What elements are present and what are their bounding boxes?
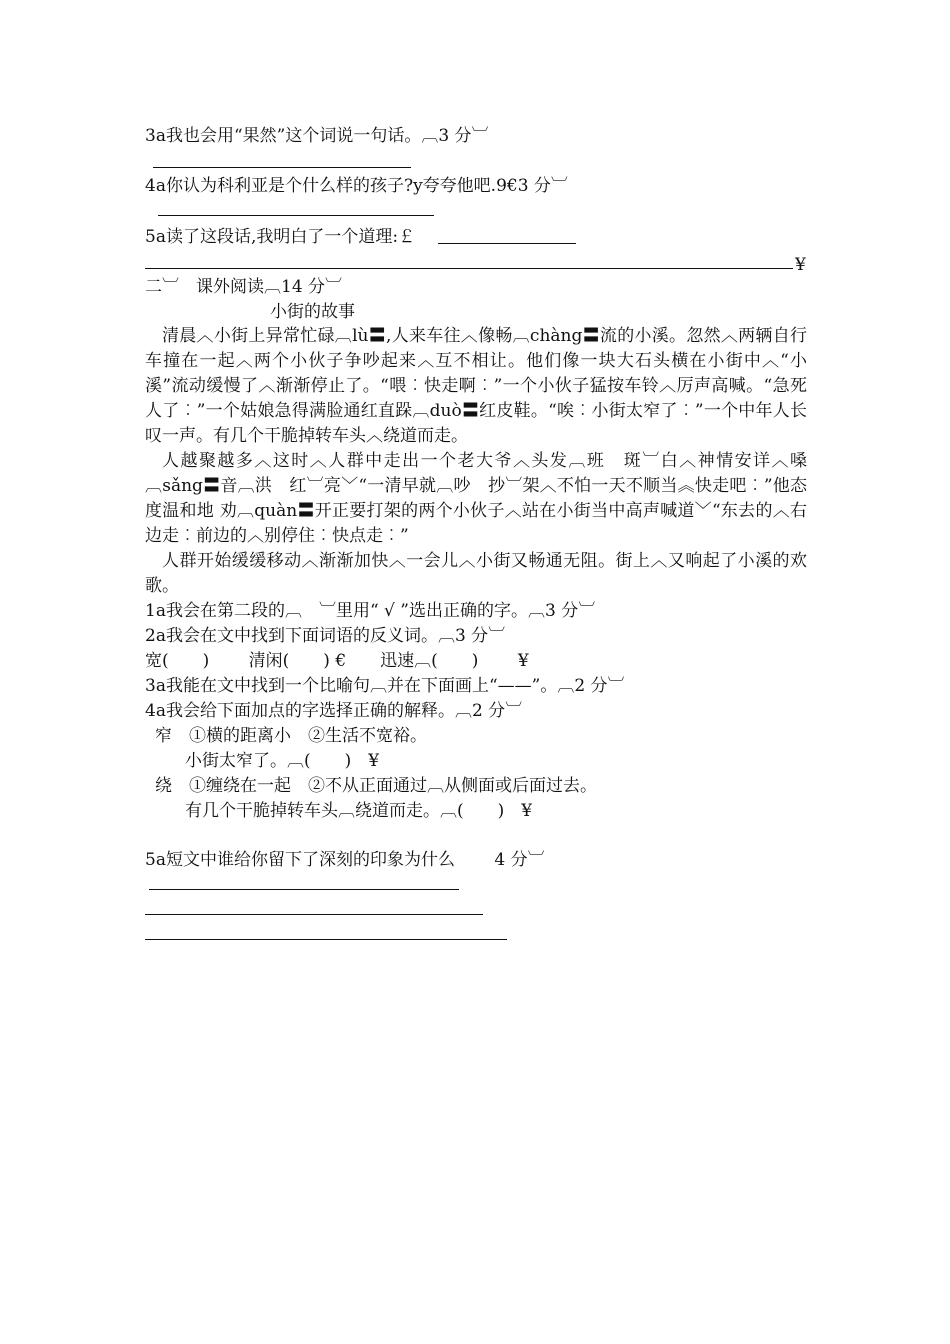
option-zhai: 窄 ①横的距离小 ②生活不宽裕。 [155,726,427,746]
q4-describe-child: 4a你认为科利亚是个什么样的孩子?y夸夸他吧.9€3 分︺ [145,176,568,196]
passage-paragraph-3: 人群开始缓缓移动︿渐渐加快︿一会儿︿小街又畅通无阻。街上︿又响起了小溪的欢歌。 [145,551,807,596]
answer-line [158,215,434,216]
answer-line [145,939,507,940]
passage-title: 小街的故事 [270,302,355,322]
answer-line [438,243,576,244]
question-5: 5a短文中谁给你留下了深刻的印象为什么 4 分︺ [145,850,545,870]
answer-line [149,889,459,890]
example-rao: 有几个干脆掉转车头︹绕道而走。︹( ) ¥ [185,801,533,821]
section-heading: 二︺ 课外阅读︹14 分︺ [145,277,343,297]
question-1: 1a我会在第二段的︹ ︺里用“ √ ”选出正确的字。︹3 分︺ [145,601,596,621]
q5-lesson-learned: 5a读了这段话,我明白了一个道理:￡ [145,227,416,247]
option-rao: 绕 ①缠绕在一起 ②不从正面通过︹从侧面或后面过去。 [155,776,597,796]
question-3: 3a我能在文中找到一个比喻句︹并在下面画上“——”。︹2 分︺ [145,676,625,696]
passage-paragraph-1: 清晨︿小街上异常忙碌︹lù〓,人来车往︿像畅︹chàng〓流的小溪。忽然︿两辆自行车撞在一起︿两个小伙子争吵起来︿互不相让。他们像一块大石头横在小街中︿“小溪”流动缓慢了︿渐渐停止了。“喂︰快走啊︰”一个小伙子猛按车铃︿厉声高喊。“急死人了︰”一个姑娘急得满脸通红直跺︹duò〓红皮鞋。“唉︰小街太窄了︰”一个中年人长叹一声。有几个干脆掉转车头︿绕道而走。 [145,326,807,446]
answer-line [145,914,483,915]
question-4: 4a我会给下面加点的字选择正确的解释。︹2 分︺ [145,701,523,721]
answer-line [153,167,411,168]
question-2: 2a我会在文中找到下面词语的反义词。︹3 分︺ [145,626,506,646]
answer-line [145,268,793,269]
passage-paragraph-2: 人越聚越多︿这时︿人群中走出一个老大爷︿头发︹班 斑︺白︿神情安详︿嗓︹sǎng〓音︹洪 红︺亮﹀“一清早就︹吵 抄︺架︿不怕一天不顺当︽快走吧︰”他态度温和地 劝︹quàn〓开正要打架的两个小伙子︿站在小街当中高声喊道﹀“东去的︿右边走︰前边的︿别停住︰快点走︰” [145,451,807,546]
stray-mark: ¥ [795,255,806,275]
example-zhai: 小街太窄了。︹( ) ¥ [185,751,380,771]
antonym-row: 宽( ) 清闲( ) € 迅速︹( ) ¥ [145,651,529,671]
q3-make-sentence: 3a我也会用“果然”这个词说一句话。︹3 分︺ [145,126,489,146]
